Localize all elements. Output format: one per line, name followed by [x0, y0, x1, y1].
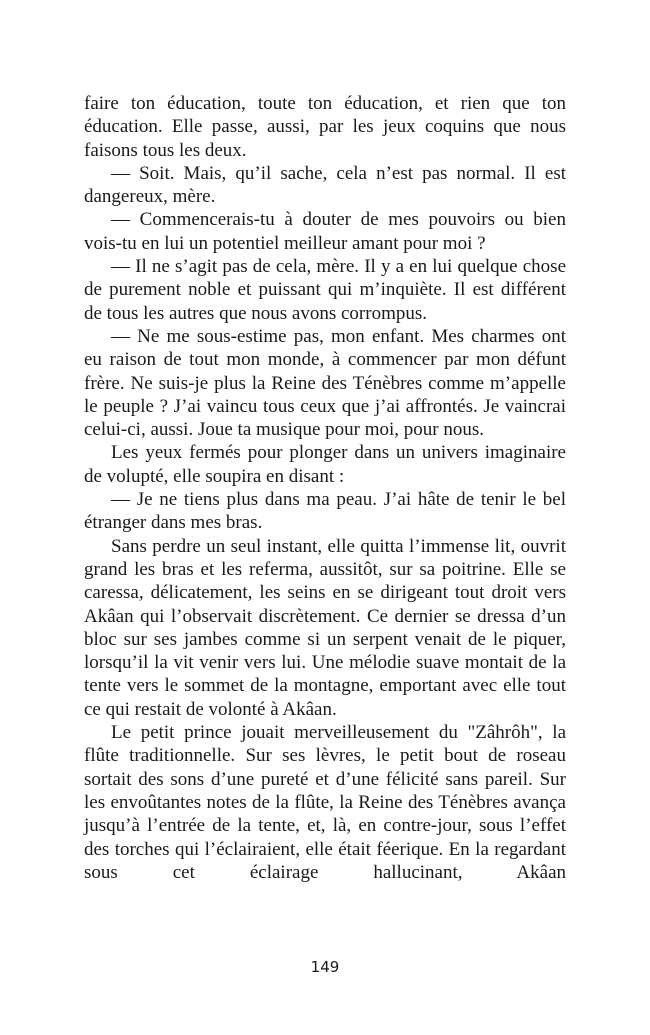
body-text	[84, 92, 566, 884]
paragraph: Sans perdre un seul instant, elle quitta l’immense lit, ouvrit grand les bras et les referma, aussitôt, sur sa poitrine. Elle se caressa, délicatement, les seins en se dirigeant tout droit vers Akâan qui l’observait discrètement. Ce dernier se dressa d’un bloc sur ses jambes comme si un serpent venait de le piquer, lorsqu’il la vit venir vers lui. Une mélodie suave montait de la tente vers le sommet de la montagne, emportant avec elle tout ce qui restait de volonté à Akâan.	[84, 535, 566, 720]
paragraph: — Soit. Mais, qu’il sache, cela n’est pas normal. Il est dangereux, mère.	[84, 162, 566, 208]
paragraph: — Je ne tiens plus dans ma peau. J’ai hâte de tenir le bel étranger dans mes bras.	[84, 489, 566, 534]
paragraph: faire ton éducation, toute ton éducation, et rien que ton éducation. Elle passe, aussi, par les jeux coquins que nous faisons tous les deux.	[84, 93, 566, 161]
paragraph: Les yeux fermés pour plonger dans un univers imaginaire de volupté, elle soupira en disant :	[84, 442, 566, 487]
paragraph: — Commencerais-tu à douter de mes pouvoirs ou bien vois-tu en lui un potentiel meilleur amant pour moi ?	[84, 209, 566, 254]
paragraph: — Il ne s’agit pas de cela, mère. Il y a en lui quelque chose de purement noble et puissant qui m’inquiète. Il est différent de tous les autres que nous avons corrompus.	[84, 256, 566, 324]
paragraph: — Ne me sous-estime pas, mon enfant. Mes charmes ont eu raison de tout mon monde, à commencer par mon défunt frère. Ne suis-je plus la Reine des Ténèbres comme m’appelle le peuple ? J’ai vaincu tous ceux que j’ai affrontés. Je vaincrai celui-ci, aussi. Joue ta musique pour moi, pour nous.	[84, 325, 566, 441]
page-number: 149	[310, 958, 340, 976]
paragraph: Le petit prince jouait merveilleusement du "Zâhrôh", la flûte traditionnelle. Sur ses lèvres, le petit bout de roseau sortait des sons d’une pureté et d’une félicité sans pareil. Sur les envoûtantes notes de la flûte, la Reine des Ténèbres avança jusqu’à l’entrée de la tente, et, là, en contre-jour, sous l’effet des torches qui l’éclairaient, elle était féerique. En la regardant sous cet éclairage hallucinant, Akâan	[84, 722, 566, 883]
